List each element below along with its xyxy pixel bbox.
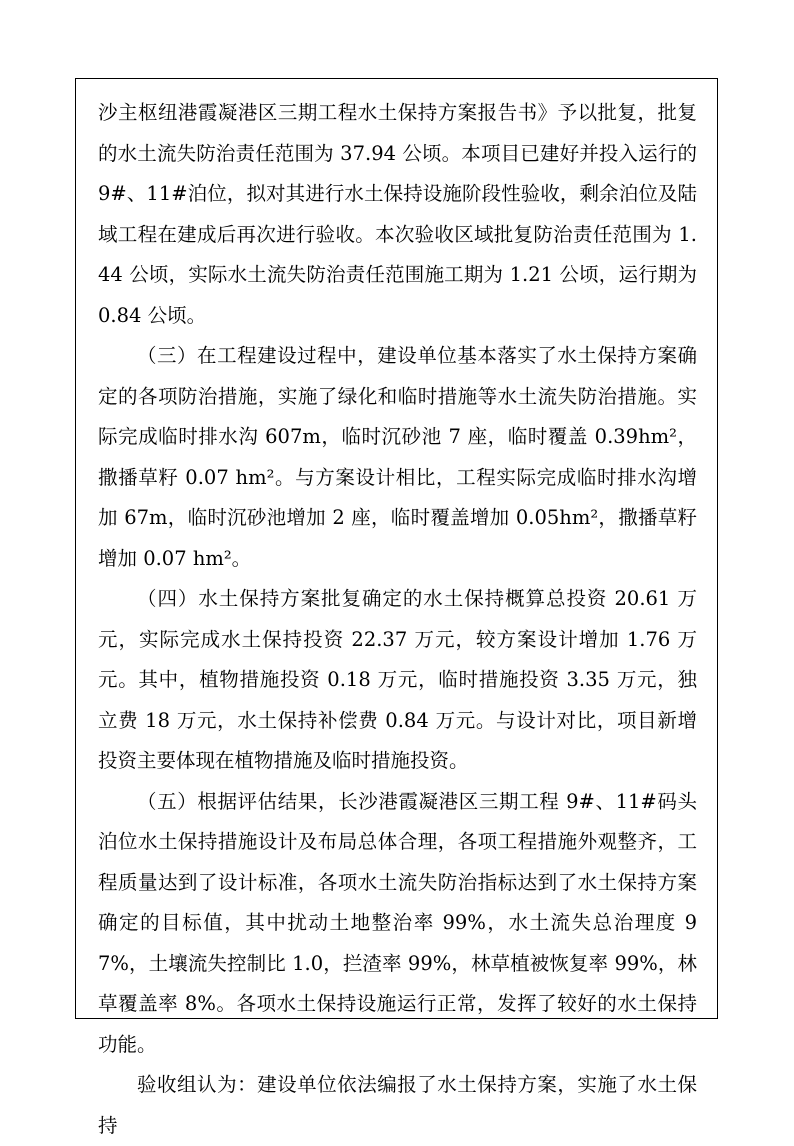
- paragraph-4: （五）根据评估结果，长沙港霞凝港区三期工程 9#、11#码头泊位水土保持措施设计及布局总体合理，各项工程措施外观整齐，工程质量达到了设计标准，各项水土流失防治指标达到了水土保持方案确定的目标值，其中扰动土地整治率 99%，水土流失总治理度 97%，土壤流失控制比 1.0，拦渣率 99%，林草植被恢复率 99%，林草覆盖率 8%。各项水土保持设施运行正常，发挥了较好的水土保持功能。: [98, 789, 697, 1056]
- paragraph-1: 沙主枢纽港霞凝港区三期工程水土保持方案报告书》予以批复，批复的水土流失防治责任范围为 37.94 公顷。本项目已建好并投入运行的 9#、11#泊位，拟对其进行水土保持设施阶段性验收，剩余泊位及陆域工程在建成后再次进行验收。本次验收区域批复防治责任范围为 1.44 公顷，实际水土流失防治责任范围施工期为 1.21 公顷，运行期为 0.84 公顷。: [98, 101, 697, 327]
- paragraph-2: （三）在工程建设过程中，建设单位基本落实了水土保持方案确定的各项防治措施，实施了绿化和临时措施等水土流失防治措施。实际完成临时排水沟 607m，临时沉砂池 7 座，临时覆盖 0.39hm²，撒播草籽 0.07 hm²。与方案设计相比，工程实际完成临时排水沟增加 67m，临时沉砂池增加 2 座，临时覆盖增加 0.05hm²，撒播草籽增加 0.07 hm²。: [98, 344, 697, 570]
- document-table-frame: [75, 78, 718, 1137]
- paragraph-5: 验收组认为：建设单位依法编报了水土保持方案，实施了水土保持: [98, 1073, 697, 1137]
- paragraph-3: （四）水土保持方案批复确定的水土保持概算总投资 20.61 万元，实际完成水土保持投资 22.37 万元，较方案设计增加 1.76 万元。其中，植物措施投资 0.18 万元，临时措施投资 3.35 万元，独立费 18 万元，水土保持补偿费 0.84 万元。与设计对比，项目新增投资主要体现在植物措施及临时措施投资。: [98, 587, 697, 772]
- document-body: [76, 79, 717, 1137]
